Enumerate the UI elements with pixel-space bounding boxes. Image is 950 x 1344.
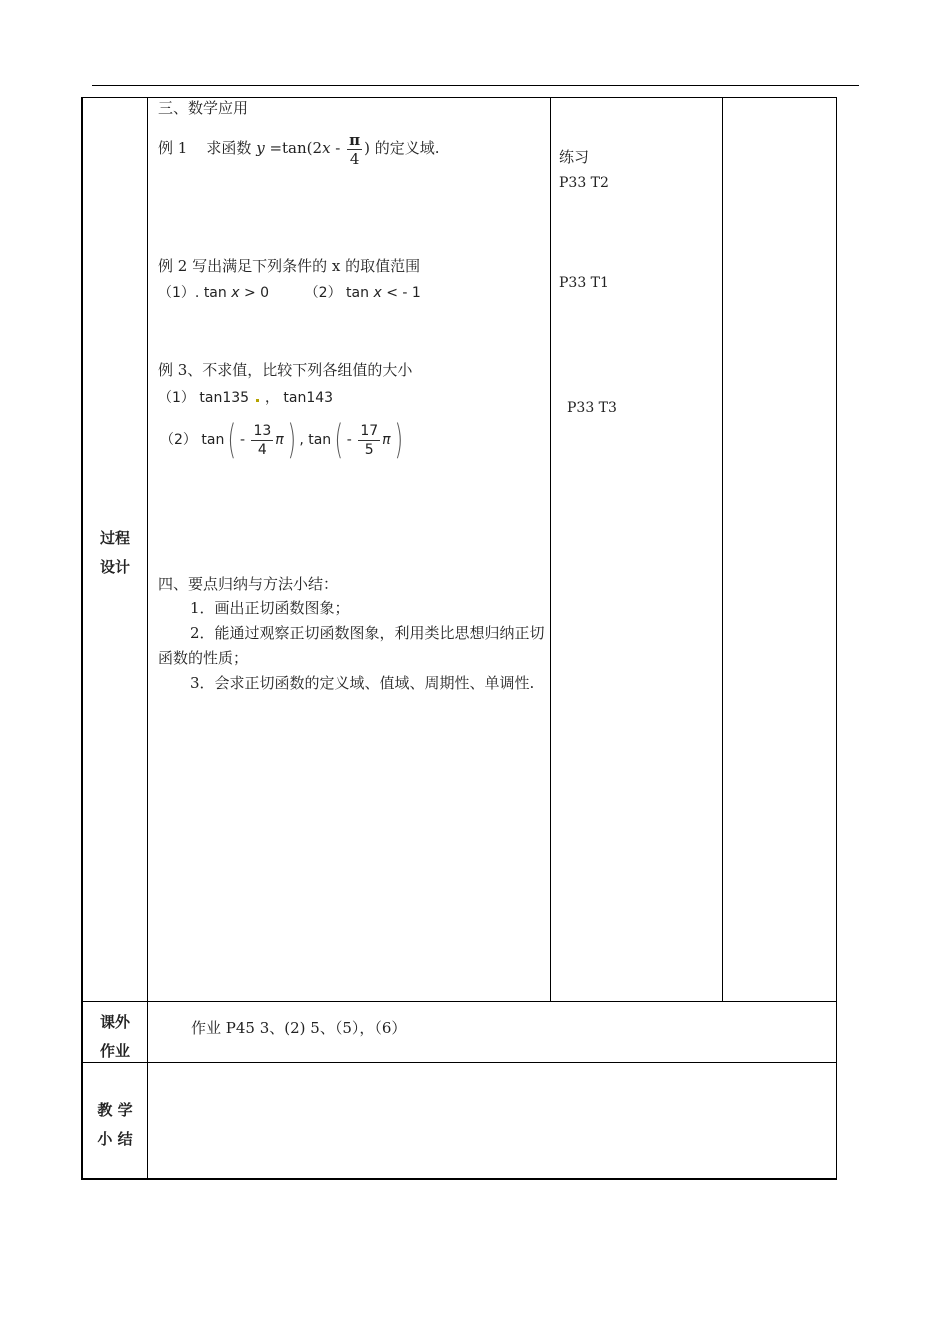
ex3-line-1 [158, 389, 333, 407]
table-bottom-border [81, 1178, 837, 1180]
notes-column-divider [550, 97, 551, 1001]
ex1-eq: =tan(2 [269, 139, 323, 157]
left-paren: ( [227, 417, 237, 463]
section3-title: 三、数学应用 [158, 99, 249, 117]
ex3-line-2 [160, 418, 406, 462]
ex3-l2-tan1: tan [201, 432, 225, 448]
ex1-minus: - [330, 139, 346, 157]
label-line: 小 结 [97, 1130, 133, 1148]
label-line: 过程 [99, 529, 130, 547]
ex2-c1-rel: > 0 [239, 285, 270, 301]
ex1-close: ) [364, 139, 370, 157]
practice-label: 练习 [559, 148, 590, 166]
ex2-c1-tan: tan [203, 285, 227, 301]
label-process-design [82, 524, 148, 582]
ex3-pi1: π [275, 432, 284, 448]
label-line: 教 学 [97, 1101, 133, 1119]
ex3-l2-minus2: - [346, 432, 357, 448]
left-paren: ( [334, 417, 344, 463]
ex2-c2-rel: < - 1 [381, 285, 421, 301]
ex2-c2-x: x [373, 285, 382, 301]
fraction-13-4 [251, 422, 273, 459]
ex1-x: x [322, 139, 331, 157]
row-divider-1 [81, 1001, 837, 1002]
ex3-l2-minus1: - [239, 432, 250, 448]
ex2-c1-x: x [231, 285, 240, 301]
label-summary [82, 1096, 148, 1154]
ex3-num2: 17 [360, 422, 379, 439]
ex3-l1-b: tan143 [283, 390, 334, 406]
header-rule [92, 85, 859, 86]
practice-ref-2: P33 T1 [559, 275, 609, 291]
ex2-conditions [158, 284, 421, 302]
ex3-title: 例 3、不求值，比较下列各组值的大小 [158, 361, 413, 379]
section4-title: 四、要点归纳与方法小结： [158, 575, 339, 593]
ex3-den1: 4 [257, 441, 267, 458]
label-line: 课外 [99, 1013, 130, 1031]
practice-ref-1: P33 T2 [559, 175, 609, 191]
right-paren: ) [394, 417, 403, 463]
label-line: 设计 [99, 558, 130, 576]
practice-ref-3: P33 T3 [567, 400, 617, 416]
table-top-border [81, 97, 837, 98]
ex1-text-before: 求函数 [206, 139, 252, 157]
ex1-prefix: 例 1 [158, 139, 188, 157]
ex2-title: 例 2 写出满足下列条件的 x 的取值范围 [158, 257, 421, 275]
ex3-l2-tan2: tan [308, 432, 332, 448]
ex1-fraction [347, 131, 362, 168]
table-right-border [836, 97, 837, 1180]
label-homework [82, 1008, 148, 1066]
example-1 [158, 126, 440, 170]
ex1-frac-den: 4 [349, 149, 360, 168]
summary-point-3: 3．会求正切函数的定义域、值域、周期性、单调性. [190, 674, 535, 692]
ex3-l1-a: tan135 [199, 390, 250, 406]
ex2-c2-label: （2） [304, 285, 342, 301]
ex2-c1-label: （1）. [158, 285, 200, 301]
homework-text-a: 作业 P45 3、( [191, 1019, 291, 1037]
summary-point-1: 1．画出正切函数图象； [190, 599, 350, 617]
degree-mark [256, 399, 259, 402]
summary-point-2: 2．能通过观察正切函数图象，利用类比思想归纳正切函数的性质； [158, 624, 545, 667]
ex3-pi2: π [382, 432, 391, 448]
label-line: 作业 [99, 1042, 130, 1060]
extra-column-divider [722, 97, 723, 1001]
ex2-c2-tan: tan [346, 285, 369, 301]
ex1-y: y [256, 139, 265, 157]
ex3-l1-label: （1） [158, 390, 195, 406]
ex3-l2-label: （2） [160, 432, 197, 448]
homework-text [191, 1019, 406, 1037]
ex3-num1: 13 [253, 422, 272, 439]
ex3-l2-sep: , [299, 432, 304, 448]
homework-text-b: 2) 5、（5），（6） [290, 1019, 407, 1037]
ex3-l1-sep: ， [264, 390, 279, 406]
ex1-text-after: 的定义域. [374, 139, 440, 157]
ex3-den2: 5 [364, 441, 374, 458]
row-divider-2 [81, 1062, 837, 1063]
right-paren: ) [287, 417, 296, 463]
ex1-frac-num: π [349, 130, 361, 149]
fraction-17-5 [358, 422, 380, 459]
